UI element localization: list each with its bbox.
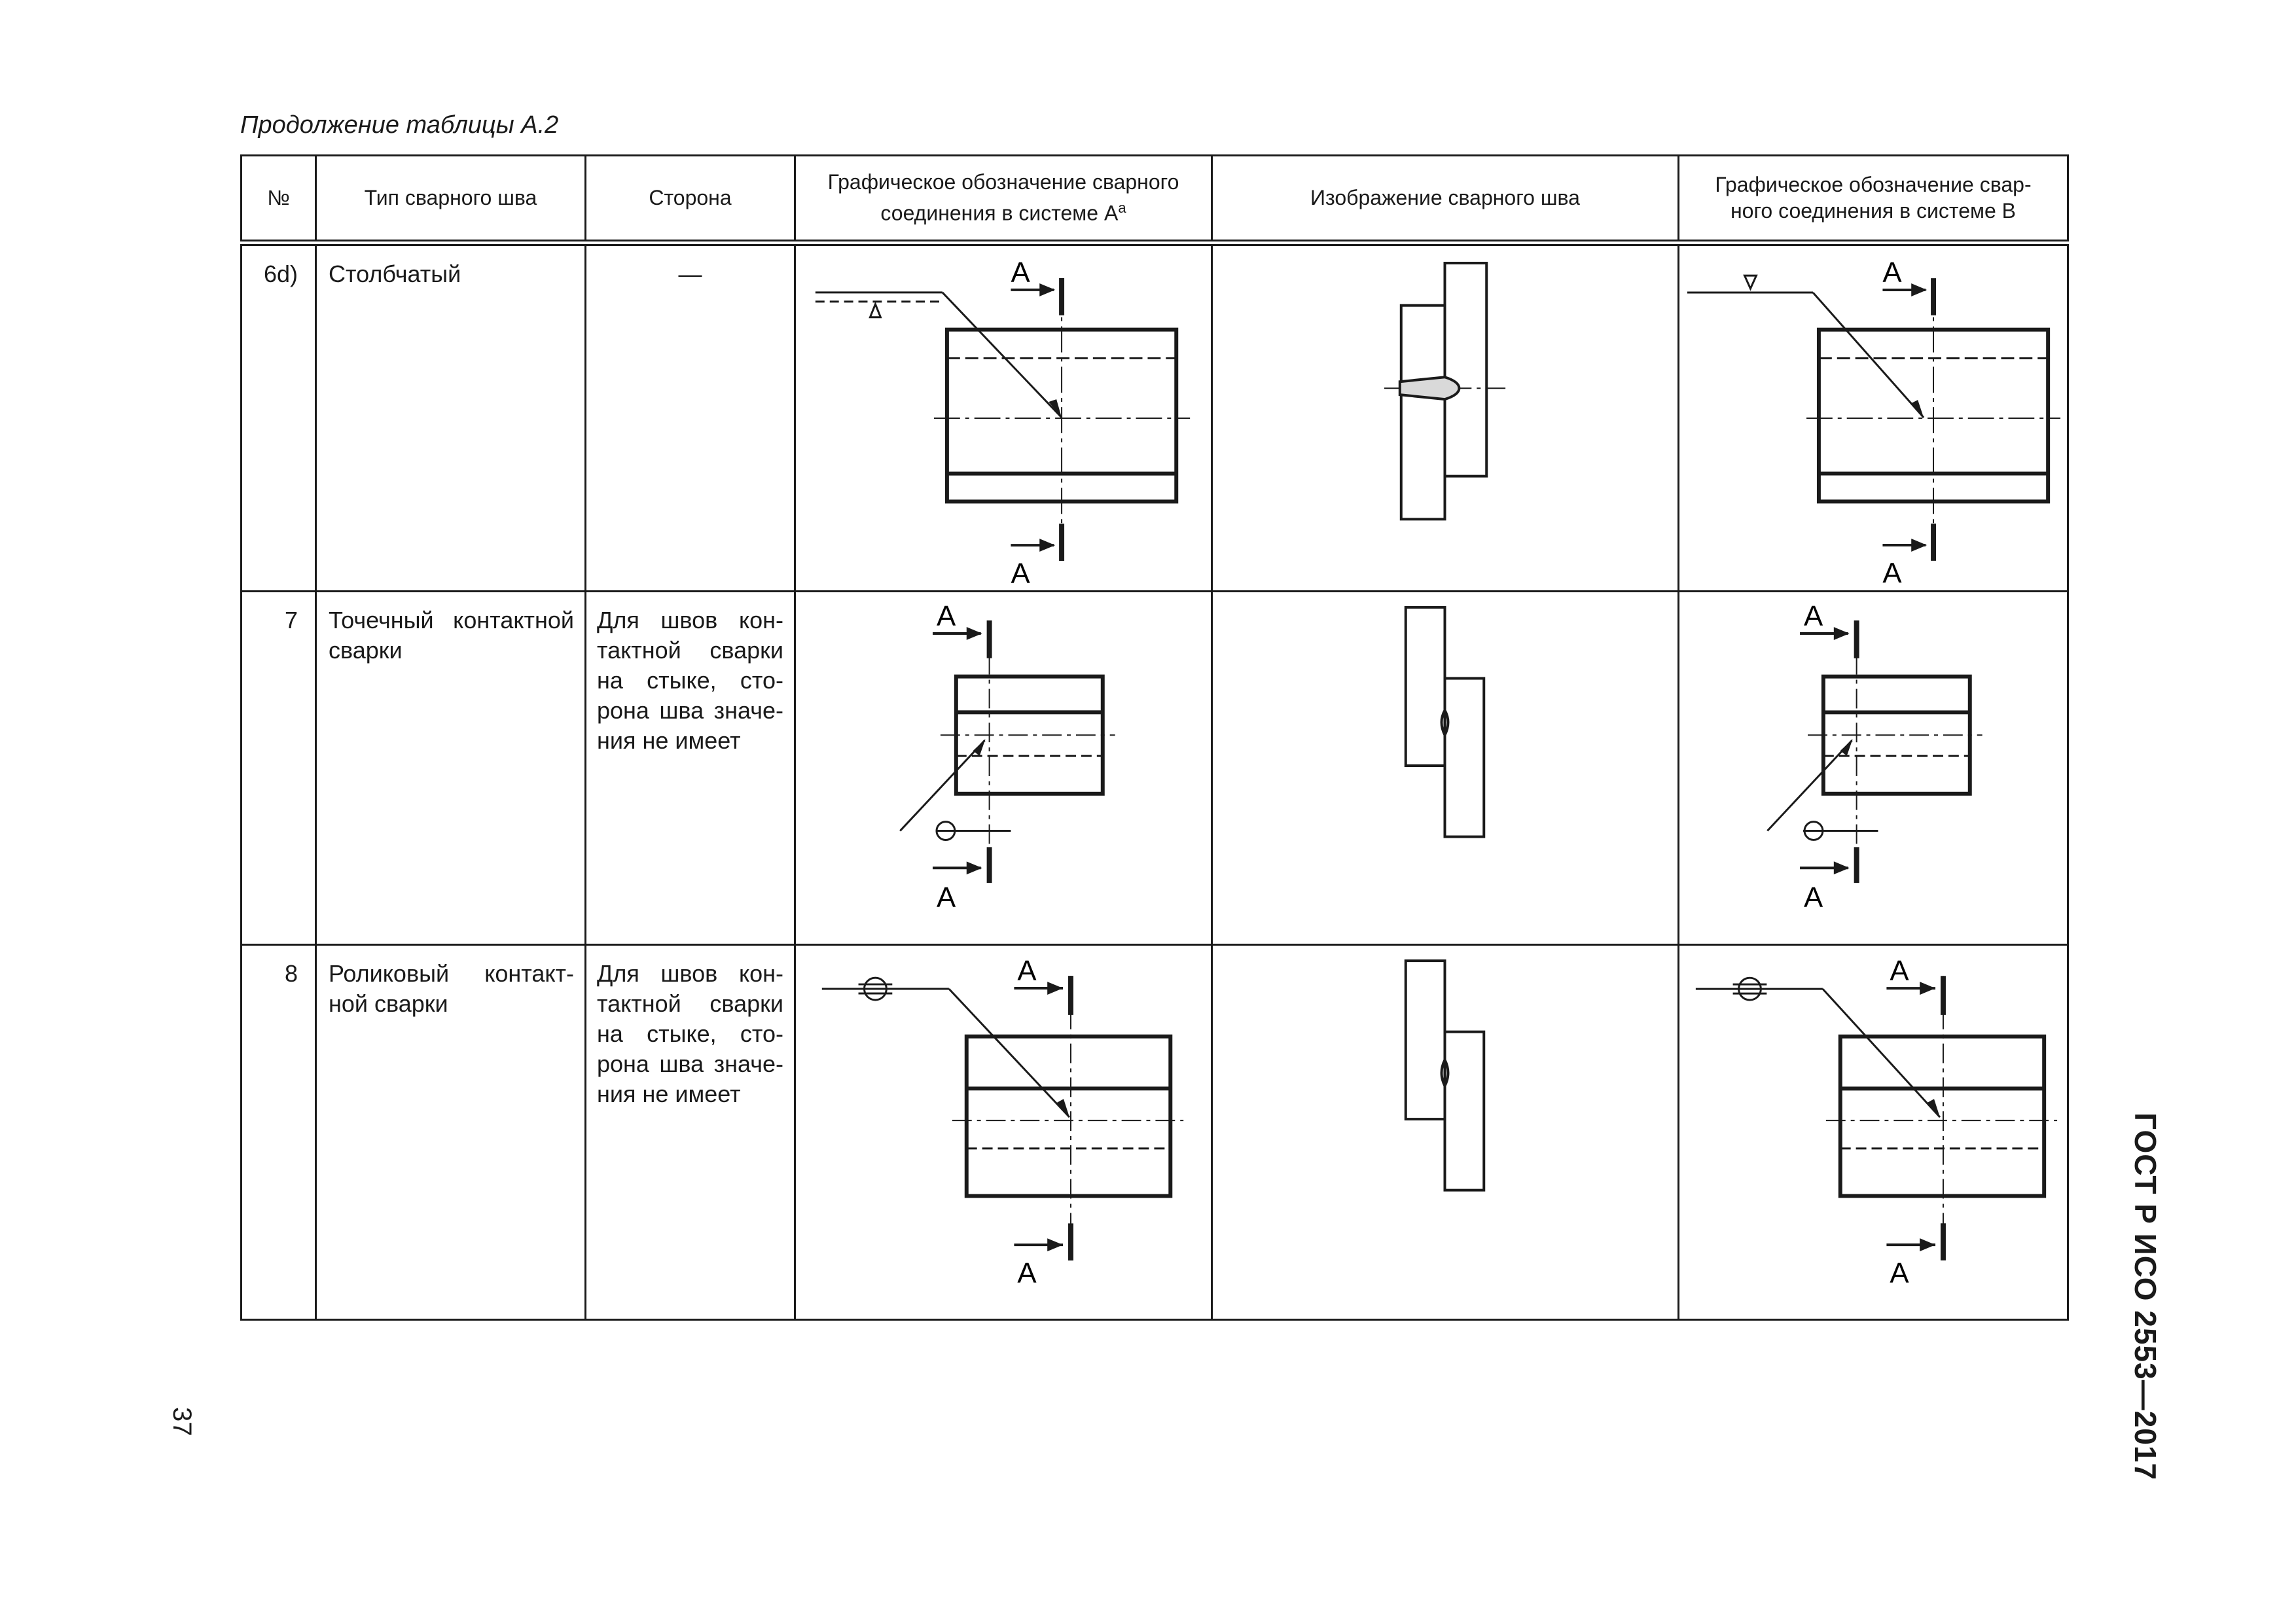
header-side: Сторона [586,156,795,243]
symbol-b-figure [1679,591,2068,944]
section-label: A [1890,1257,1909,1289]
arrowhead-icon [967,861,982,874]
header-symbol-b: Графическое обозначение свар-ного соединения в системе B [1679,156,2068,243]
arrowhead-icon [1840,739,1853,756]
header-num: № [242,156,316,243]
table-header-row [242,156,2068,243]
row-type: Столбчатый [316,243,586,592]
symbol-b-figure [1679,243,2068,592]
weld-image-drawing [1213,946,1677,1319]
symbol-a-figure [795,591,1212,944]
arrowhead-icon [1039,283,1055,296]
section-label: A [1882,256,1902,289]
weld-symbol-a-drawing [796,946,1211,1319]
page-number: 37 [168,1407,196,1436]
arrowhead-icon [1911,283,1927,296]
row-side: — [586,243,795,592]
arrowhead-icon [967,627,982,640]
section-label: A [1011,557,1030,590]
row-type: Роликовый контакт-ной сварки [316,944,586,1319]
weld-image-figure [1212,243,1679,592]
section-label: A [1890,954,1909,987]
weld-symbol-b-drawing [1679,592,2067,944]
weld-image-figure [1212,591,1679,944]
symbol-b-figure [1679,944,2068,1319]
arrowhead-icon [1039,539,1055,552]
row-num: 8 [242,944,316,1319]
arrowhead-icon [1911,539,1927,552]
header-symbol-a [795,156,1212,243]
section-label: A [936,599,956,632]
table-row [242,944,2068,1319]
arrowhead-icon [1920,982,1935,995]
weld-image-drawing [1213,592,1677,944]
arrowhead-icon [1049,399,1062,418]
arrowhead-icon [1047,1238,1063,1251]
section-label: A [1011,256,1030,289]
row-type: Точечный контактной сварки [316,591,586,944]
arrowhead-icon [1056,1099,1069,1117]
arrowhead-icon [1911,400,1924,418]
symbol-a-figure [795,243,1212,592]
table-row [242,591,2068,944]
weld-symbol-a-drawing [796,246,1211,590]
standard-designation: ГОСТ Р ИСО 2553—2017 [2128,1113,2162,1481]
weld-symbol-b-drawing [1679,246,2067,590]
weld-symbol-a-drawing [796,592,1211,944]
weld-table [240,154,2069,1321]
header-type: Тип сварного шва [316,156,586,243]
section-label: A [1882,557,1902,590]
arrowhead-icon [1834,861,1850,874]
arrowhead-icon [1920,1238,1935,1251]
section-label: A [936,881,956,914]
table-caption: Продолжение таблицы А.2 [240,111,559,139]
arrowhead-icon [1927,1099,1940,1117]
section-label: A [1017,1257,1037,1289]
section-label: A [1804,599,1823,632]
section-label: A [1017,954,1037,987]
weld-symbol-b-drawing [1679,946,2067,1319]
row-side: Для швов кон-тактной сварки на стыке, сто-рона шва значе-ния не имеет [586,944,795,1319]
section-label: A [1804,881,1823,914]
footnote-mark: a [1118,200,1126,217]
table-row [242,243,2068,592]
row-num: 6d) [242,243,316,592]
header-image: Изображение сварного шва [1212,156,1679,243]
weld-image-drawing [1213,246,1677,590]
row-num: 7 [242,591,316,944]
arrowhead-icon [973,739,986,756]
header-symbol-a-text: Графическое обозначение сварного соединения в системе A [827,170,1179,226]
weld-image-figure [1212,944,1679,1319]
arrowhead-icon [1047,982,1063,995]
symbol-a-figure [795,944,1212,1319]
arrowhead-icon [1834,627,1850,640]
row-side: Для швов кон-тактной сварки на стыке, сто-рона шва значе-ния не имеет [586,591,795,944]
